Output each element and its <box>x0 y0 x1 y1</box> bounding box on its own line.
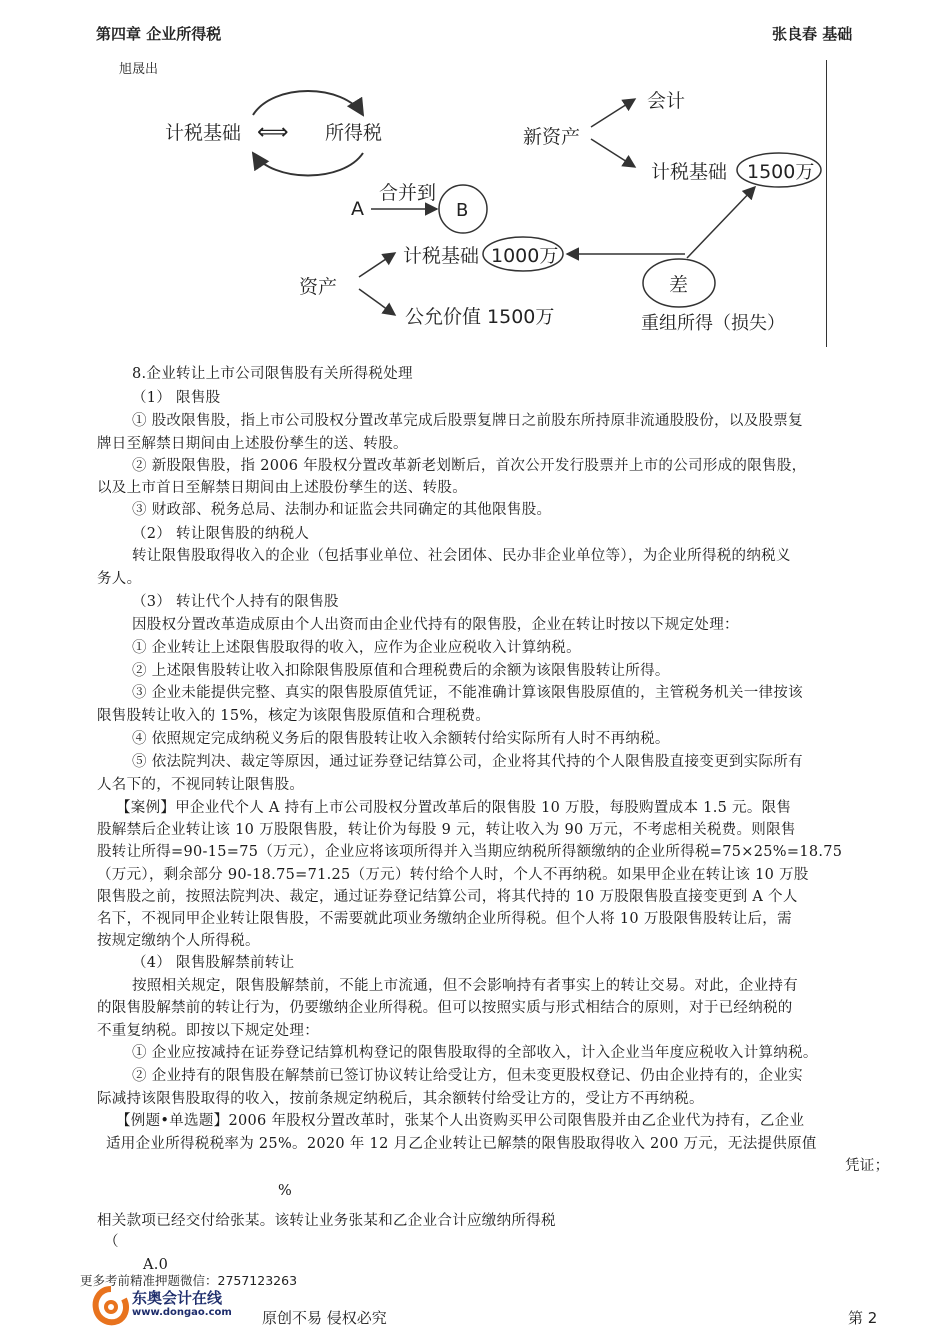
label-tax-basis: 计税基础 <box>165 122 242 144</box>
exercise-line: 凭证； <box>845 1158 890 1174</box>
case-line: 【案例】甲企业代个人 A 持有上市公司股权分置改革后的限售股 10 万股，每股购置成本 1.5 元。限售 <box>116 800 792 816</box>
diagram-corner-text: 旭晟出 <box>119 62 159 77</box>
paragraph-line: 的限售股解禁前的转让行为，仍要缴纳企业所得税。但可以按照实质与形式相结合的原则，对于已经纳税的 <box>97 1000 793 1016</box>
label-assets: 资产 <box>299 276 338 298</box>
label-income-tax: 所得税 <box>325 122 383 144</box>
footer-page-number: 第 2 <box>848 1309 878 1327</box>
case-line: 按规定缴纳个人所得税。 <box>97 933 260 949</box>
paragraph-line: 因股权分置改革造成原由个人出资而由企业代持有的限售股，企业在转让时按以下规定处理： <box>132 617 739 633</box>
dongao-logo <box>92 1285 232 1329</box>
label-merge-into: 合并到 <box>379 182 437 204</box>
case-line: 名下，不视同甲企业转让限售股，不需要就此项业务缴纳企业所得税。但个人将 10 万股限售股转让后，需 <box>97 911 792 927</box>
paragraph-line: 以及上市首日至解禁日期间由上述股份孳生的送、转股。 <box>97 480 467 496</box>
label-a: A <box>351 198 364 220</box>
label-fair-value: 公允价值 1500万 <box>405 306 555 328</box>
paragraph-line: 不重复纳税。即按以下规定处理： <box>97 1023 319 1039</box>
label-reorg-income: 重组所得（损失） <box>641 313 785 334</box>
case-line: 股解禁后企业转让该 10 万股限售股，转让价为每股 9 元，转让收入为 90 万元，不考虑相关税费。则限售 <box>97 822 796 838</box>
option-a: A.0 <box>143 1257 169 1273</box>
paragraph-line: ④ 依照规定完成纳税义务后的限售股转让收入余额转付给实际所有人时不再纳税。 <box>132 731 670 747</box>
paragraph-line: ① 股改限售股，指上市公司股权分置改革完成后股票复牌日之前股东所持原非流通股股份，以及股票复 <box>132 413 803 429</box>
exercise-line: 【例题•单选题】2006 年股权分置改革时，张某个人出资购买甲公司限售股并由乙企业代为持有，乙企业 <box>116 1113 805 1129</box>
subheading: （4） 限售股解禁前转让 <box>132 955 295 971</box>
paragraph-line: ② 上述限售股转让收入扣除限售股原值和合理税费后的余额为该限售股转让所得。 <box>132 663 670 679</box>
case-line: 股转让所得=90-15=75（万元），企业应将该项所得并入当期应纳税所得额缴纳的企业所得税=75×25%=18.75 <box>97 844 843 860</box>
paragraph-line: ③ 财政部、税务总局、法制办和证监会共同确定的其他限售股。 <box>132 502 552 518</box>
paragraph-line: ② 企业持有的限售股在解禁前已签订协议转让给受让方，但未变更股权登记、仍由企业持有的，企业实 <box>132 1068 803 1084</box>
footer-copyright: 原创不易 侵权必究 <box>262 1309 387 1327</box>
paragraph-line: 按照相关规定，限售股解禁前，不能上市流通，但不会影响持有者事实上的转让交易。对此，企业持有 <box>132 978 798 994</box>
cycle-arrow-top <box>253 91 363 115</box>
paragraph-line: 牌日至解禁日期间由上述股份孳生的送、转股。 <box>97 436 408 452</box>
label-1500: 1500万 <box>747 161 815 183</box>
paragraph-line: 务人。 <box>97 571 142 587</box>
section-heading: 8.企业转让上市公司限售股有关所得税处理 <box>132 366 413 382</box>
footer-wechat: 更多考前精准押题微信：2757123263 <box>80 1273 298 1288</box>
percent-fragment: % <box>278 1183 293 1199</box>
subheading: （1） 限售股 <box>132 390 221 406</box>
cycle-arrow-bottom <box>253 153 363 176</box>
label-accounting: 会计 <box>647 90 686 112</box>
paragraph-line: 人名下的，不视同转让限售股。 <box>97 777 305 793</box>
case-line: 限售股之前，按照法院判决、裁定，通过证券登记结算公司，将其代持的 10 万股限售股直接变更到 A 个人 <box>97 889 798 905</box>
paragraph-line: ② 新股限售股，指 2006 年股权分置改革新老划断后，首次公开发行股票并上市的公司形成的限售股， <box>132 458 807 474</box>
subheading: （2） 转让限售股的纳税人 <box>132 526 310 542</box>
header-author: 张良春 基础 <box>772 25 853 43</box>
label-old-tax-basis: 计税基础 <box>403 245 480 267</box>
case-line: （万元），剩余部分 90-18.75=71.25（万元）转付给个人时，个人不再纳税。如果甲企业在转让该 10 万股 <box>97 867 809 883</box>
exercise-line: 适用企业所得税税率为 25%。2020 年 12 月乙企业转让已解禁的限售股取得收入 200 万元，无法提供原值 <box>106 1136 817 1152</box>
double-arrow-icon: ⟺ <box>257 120 289 145</box>
label-difference: 差 <box>669 274 689 296</box>
paragraph-line: 限售股转让收入的 15%，核定为该限售股原值和合理税费。 <box>97 708 491 724</box>
merger-diagram <box>113 55 829 347</box>
paragraph-line: ① 企业应按减持在证券登记结算机构登记的限售股取得的全部收入，计入企业当年度应税收入计算纳税。 <box>132 1045 818 1061</box>
header-chapter-title: 第四章 企业所得税 <box>96 25 222 43</box>
label-1000: 1000万 <box>491 245 559 267</box>
exercise-line: 相关款项已经交付给张某。该转让业务张某和乙企业合计应缴纳所得税 <box>97 1213 556 1229</box>
paragraph-line: ⑤ 依法院判决、裁定等原因，通过证券登记结算公司，企业将其代持的个人限售股直接变更到实际所有 <box>132 754 803 770</box>
paragraph-line: ① 企业转让上述限售股取得的收入，应作为企业应税收入计算纳税。 <box>132 640 581 656</box>
subheading: （3） 转让代个人持有的限售股 <box>132 594 339 610</box>
logo-url: www.dongao.com <box>132 1307 232 1318</box>
paragraph-line: ③ 企业未能提供完整、真实的限售股原值凭证，不能准确计算该限售股原值的，主管税务机关一律按该 <box>132 685 803 701</box>
exercise-line: （ <box>104 1234 119 1250</box>
paragraph-line: 转让限售股取得收入的企业（包括事业单位、社会团体、民办非企业单位等），为企业所得税的纳税义 <box>132 548 791 564</box>
label-new-assets: 新资产 <box>523 126 581 148</box>
paragraph-line: 际减持该限售股取得的收入，按前条规定纳税后，其余额转付给受让方的，受让方不再纳税。 <box>97 1091 704 1107</box>
label-new-tax-basis: 计税基础 <box>651 161 728 183</box>
logo-icon <box>92 1285 130 1325</box>
logo-name: 东奥会计在线 <box>132 1289 223 1307</box>
label-b: B <box>456 200 469 221</box>
